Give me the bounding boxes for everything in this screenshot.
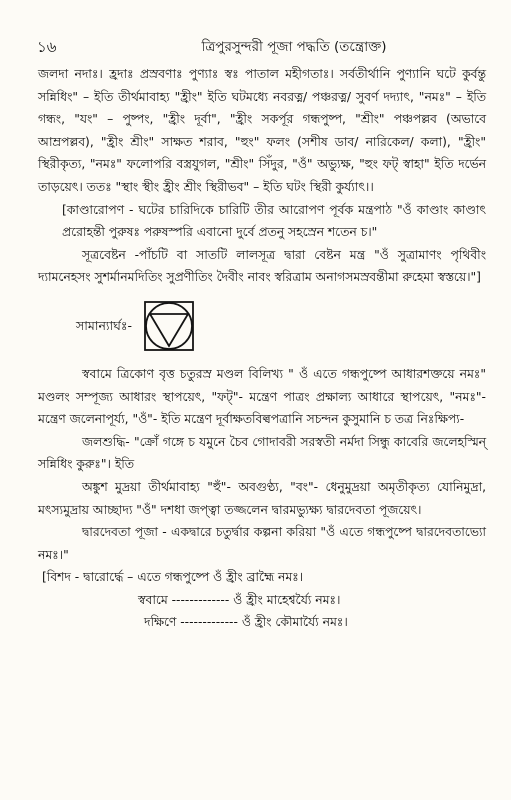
page-body [38, 63, 486, 634]
paragraph-sutrabeshtan: সূত্রবেষ্টন -পাঁচটি বা সাতটি লালসূত্র দ্বারা বেষ্টন মন্ত্র "ওঁ সুত্রামাণং পৃথিবীং দ্যামনেহসং সুশর্মানমদিতিং সুপ্রণীতিং দৈবীং নাবং স্বরিত্রাম অনাগসমস্রবন্তীমা রুহেমা স্বস্তয়ে।"] [38, 247, 486, 285]
line-swabame: স্ববামে ------------- ওঁ হ্রীং মাহেশ্বর্য্যৈ নমঃ। [138, 592, 341, 607]
page-number: ১৬ [37, 38, 57, 56]
paragraph-dwardevata: দ্বারদেবতা পূজা - একদ্বারে চতুর্দ্বার কল্পনা করিয়া "ওঁ এতে গন্ধপুষ্পে দ্বারদেবতাভ্যো নমঃ।" [38, 525, 486, 562]
paragraph-jalashuddhi: জলশুদ্ধি- "ক্রোঁ গঙ্গে চ যমুনে চৈব গোদাবরী সরস্বতী নর্মদা সিন্ধু কাবেরি জলেহস্মিন্ সন্নিধিং কুরুঃ"। ইতি [38, 434, 486, 472]
paragraph-ankush-mudra: অঙ্কুশ মুদ্রয়া তীর্থমাবাহ্য "হুঁ"- অবগুণ্ঠ্য, "বং"- ধেনুমুদ্রয়া অমৃতীকৃত্য যোনিমুদ্রা, মৎস্যমুদ্রায় আচ্ছাদ্য "ওঁ" দশধা জপ্ত্বা তজ্জলেন দ্বারমভ্যুক্ষ্য দ্বারদেবতা পূজয়েৎ। [38, 479, 486, 517]
running-title: ত্রিপুরসুন্দরী পূজা পদ্ধতি (তন্ত্রোক্ত) [201, 39, 387, 55]
samanyargha-row [38, 289, 486, 363]
paragraph-mandal: স্ববামে ত্রিকোণ বৃত্ত চতুরস্র মণ্ডল বিলিখ্য " ওঁ এতে গন্ধপুষ্পে আধারশক্তয়ে নমঃ" মণ্ডলং সম্পূজ্য আধারং স্থাপয়েৎ, "ফট্"- মন্ত্রেণ পাত্রং প্রক্ষাল্য আধারে স্থাপয়েৎ, "নমঃ"- মন্ত্রেণ জলেনাপূর্য্য, "ওঁ"- ইতি মন্ত্রেণ দূর্বাক্ষতবিল্বপত্রানি সচন্দন কুসুমানি চ তত্র নিঃক্ষিপ্য- [38, 366, 486, 427]
paragraph-kandaropan: [কাণ্ডারোপণ - ঘটের চারিদিকে চারিটি তীর আরোপণ পূর্বক মন্ত্রপাঠ "ওঁ কাণ্ডাং কাণ্ডাৎ প্ররোহন্তী পুরুষঃ পরুষস্পরি এবানো দুর্বে প্রতনু সহস্রেন শতেন চ।" [62, 202, 486, 240]
yantra-icon [138, 295, 200, 357]
page-header [37, 36, 481, 56]
samanyargha-label: সামান্যার্ঘঃ- [76, 317, 133, 333]
line-dakshine: দক্ষিণে ------------- ওঁ হ্রীং কৌমার্য্যৈ নমঃ। [144, 615, 348, 630]
paragraph-vishad: [বিশদ - দ্বারোর্দ্ধে – এতে গন্ধপুষ্পে ওঁ হ্রীং ব্রাহ্মৈ নমঃ। [42, 570, 304, 585]
paragraph-tirtha-avahan: জলদা নদাঃ। হ্রদাঃ প্রস্রবণাঃ পুণ্যাঃ স্বঃ পাতাল মহীগতাঃ। সর্বতীর্থানি পুণ্যানি ঘটে কুর্বন্তু সন্নিধিং" – ইতি তীর্থমাবাহ্য "হ্রীং" ইতি ঘটমধ্যে নবরত্ন/ পঞ্চরত্ন/ সুবর্ণ দদ্যাৎ, "নমঃ" – ইতি গন্ধং, "যং" – পুষ্পং, "হ্রীং দূর্বা", "হ্রীং সকর্পূর গন্ধপুষ্প, "শ্রীং" পঞ্চপল্লব (অভাবে আম্রপল্লব), "হ্রীং শ্রীং" সাক্ষত শরাব, "হুং" ফলং (সশীষ ডাব/ নারিকেল/ কলা), "হ্রীং" স্থিরীকৃত্য, "নমঃ" ফলোপরি বস্ত্রযুগল, "শ্রীং" সিঁদুর, "ওঁ" অভ্যুক্ষ, "হুং ফট্ স্বাহা" ইতি দর্ভেন তাড়য়েৎ। ততঃ "স্থাং স্থীং হ্রীং শ্রীং স্থিরীভব" – ইতি ঘটং স্থিরী কুর্য্যাৎ।। [38, 67, 486, 194]
